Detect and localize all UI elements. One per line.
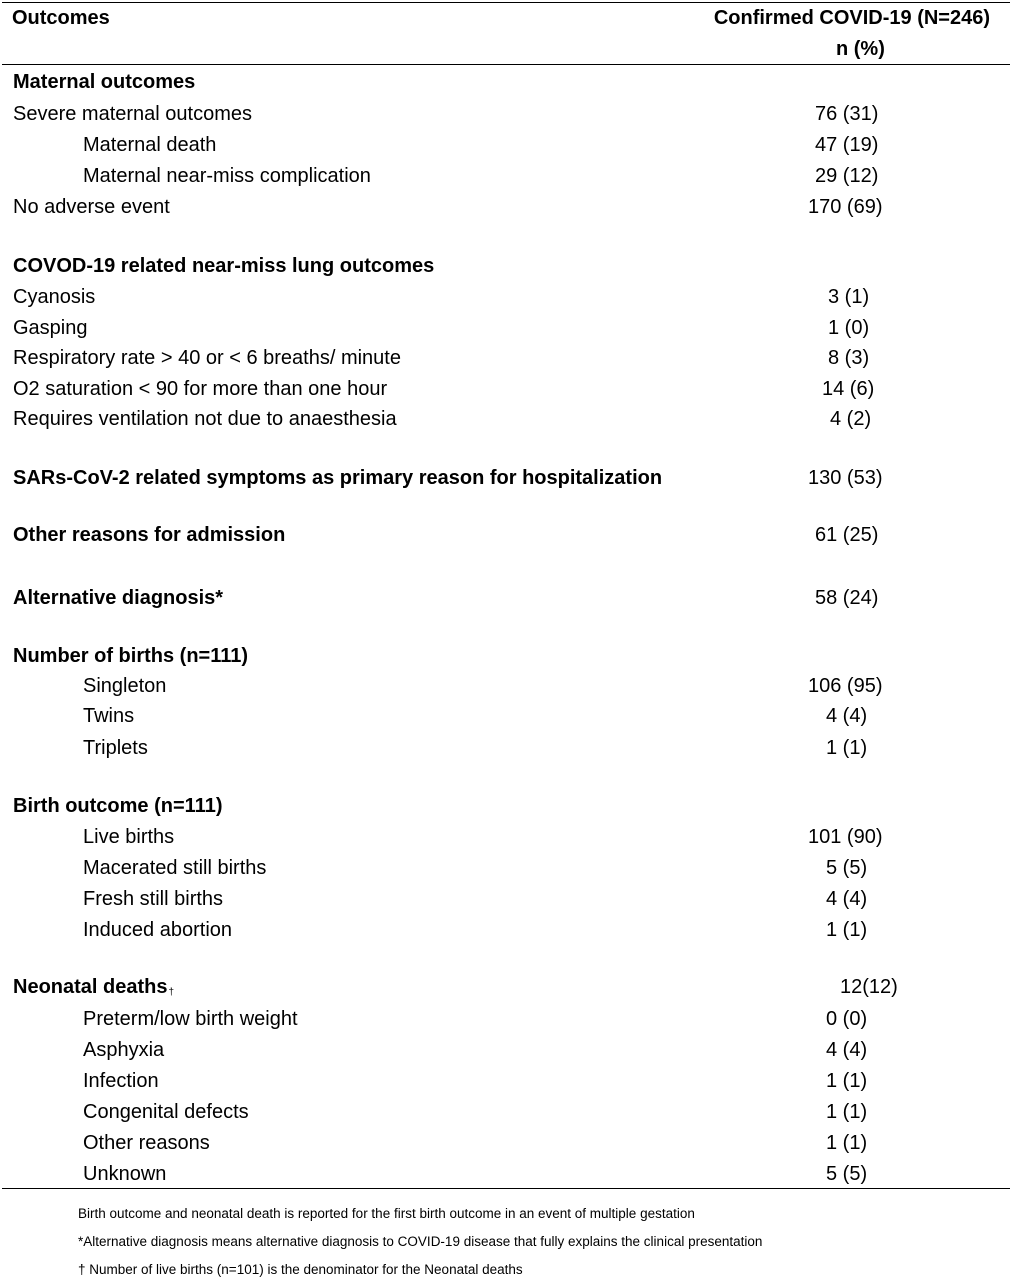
table-row [0,917,1013,943]
row-label-text: COVOD-19 related near-miss lung outcomes [13,255,435,277]
row-label [13,643,248,669]
table-row [0,673,1013,699]
table-row [0,163,1013,189]
table-row [0,824,1013,850]
footnote-birth-outcome: Birth outcome and neonatal death is reported for the first birth outcome in an event of multiple gestation [78,1206,695,1221]
table-row [0,315,1013,341]
row-value: 61 (25) [815,524,879,546]
row-label-text: Other reasons [83,1132,210,1154]
row-label [13,253,434,279]
table-row [0,735,1013,761]
row-value: 47 (19) [815,134,879,156]
section-row [0,643,1013,669]
row-label [13,793,223,819]
row-label-text: Congenital defects [83,1101,249,1123]
row-label-text: Alternative diagnosis* [13,587,224,609]
row-value: 1 (1) [826,1132,868,1154]
section-row [0,793,1013,819]
dagger-mark: † [168,987,175,998]
table-row [0,1130,1013,1156]
row-label [83,735,148,761]
section-row [0,974,1013,1000]
row-label [13,585,223,611]
row-label [83,824,174,850]
row-value: 3 (1) [828,286,870,308]
header-confirmed-covid: Confirmed COVID-19 (N=246) [713,7,990,29]
row-label-text: Maternal death [83,134,217,156]
row-label-text: Live births [83,826,175,848]
row-label-text: Induced abortion [83,919,233,941]
row-label [13,376,387,402]
row-label-text: Birth outcome (n=111) [13,795,223,817]
table-row [0,194,1013,220]
row-value: 1 (1) [826,1070,868,1092]
row-label-text: SARs-CoV-2 related symptoms as primary reason for hospitalization [13,467,663,489]
row-label [83,917,232,943]
row-label-text: Gasping [13,317,88,339]
row-value: 4 (4) [826,1039,868,1061]
row-value: 101 (90) [808,826,883,848]
row-label [83,1037,164,1063]
row-value: 29 (12) [815,165,879,187]
row-value: 1 (1) [826,1101,868,1123]
row-label-text: Maternal outcomes [13,71,196,93]
row-label [83,1161,166,1187]
row-label-text: Twins [83,705,135,727]
row-label-text: Asphyxia [83,1039,165,1061]
row-label [83,1006,298,1032]
footnote-neonatal-denominator: † Number of live births (n=101) is the denominator for the Neonatal deaths [78,1262,523,1277]
row-value: 76 (31) [815,103,879,125]
row-label [83,132,216,158]
header-unit: n (%) [836,38,885,60]
row-label [83,703,134,729]
row-label [13,101,252,127]
row-label [83,163,371,189]
row-label-text: Preterm/low birth weight [83,1008,298,1030]
table-header-rule [2,64,1010,65]
row-label [83,855,266,881]
row-label-text: Maternal near-miss complication [83,165,371,187]
row-label [13,406,397,432]
section-row [0,69,1013,95]
row-label [13,315,88,341]
row-label-text: Fresh still births [83,888,224,910]
row-label-text: Severe maternal outcomes [13,103,253,125]
row-label-text: Neonatal deaths [13,976,168,998]
row-label [13,69,195,95]
table-row [0,1068,1013,1094]
row-value: 1 (1) [826,919,868,941]
row-label-text: Cyanosis [13,286,96,308]
section-row [0,585,1013,611]
row-value: 4 (4) [826,705,868,727]
table-bottom-rule [2,1188,1010,1189]
row-value: 130 (53) [808,467,883,489]
row-label-text: Other reasons for admission [13,524,286,546]
row-value: 12(12) [840,976,898,998]
header-outcomes: Outcomes [12,7,110,29]
table-row [0,376,1013,402]
table-row [0,855,1013,881]
row-label [83,886,223,912]
table-row [0,406,1013,432]
row-label [13,522,285,548]
row-label-text: Unknown [83,1163,167,1185]
row-label [83,1068,159,1094]
row-value: 4 (2) [830,408,872,430]
row-label [13,345,401,371]
section-row [0,522,1013,548]
footnote-alternative-diagnosis: *Alternative diagnosis means alternative diagnosis to COVID-19 disease that fully explains the clinical presentation [78,1234,763,1249]
row-label [13,284,95,310]
table-row [0,345,1013,371]
row-value: 0 (0) [826,1008,868,1030]
row-label-text: Number of births (n=111) [13,645,249,667]
row-value: 1 (1) [826,737,868,759]
row-value: 8 (3) [828,347,870,369]
row-value: 106 (95) [808,675,883,697]
table-row [0,886,1013,912]
row-label [13,974,174,1006]
row-label-text: No adverse event [13,196,170,218]
section-row [0,465,1013,491]
row-label [13,465,662,491]
row-label-text: Respiratory rate > 40 or < 6 breaths/ minute [13,347,401,369]
row-label [83,1130,210,1156]
row-label-text: Singleton [83,675,167,697]
row-label-text: O2 saturation < 90 for more than one hour [13,378,388,400]
row-label-text: Infection [83,1070,159,1092]
row-value: 58 (24) [815,587,879,609]
table-top-rule [2,2,1010,3]
table-row [0,1006,1013,1032]
row-value: 14 (6) [822,378,875,400]
row-label [83,673,166,699]
table-row [0,101,1013,127]
row-label-text: Requires ventilation not due to anaesthesia [13,408,397,430]
row-label-text: Macerated still births [83,857,267,879]
table-row [0,1161,1013,1187]
table-row [0,1037,1013,1063]
row-label [83,1099,249,1125]
row-value: 4 (4) [826,888,868,910]
table-row [0,284,1013,310]
row-value: 5 (5) [826,857,868,879]
table-row [0,703,1013,729]
row-label-text: Triplets [83,737,148,759]
row-label [13,194,170,220]
row-value: 1 (0) [828,317,870,339]
row-value: 5 (5) [826,1163,868,1185]
table-row [0,132,1013,158]
section-row [0,253,1013,279]
row-value: 170 (69) [808,196,883,218]
table-row [0,1099,1013,1125]
